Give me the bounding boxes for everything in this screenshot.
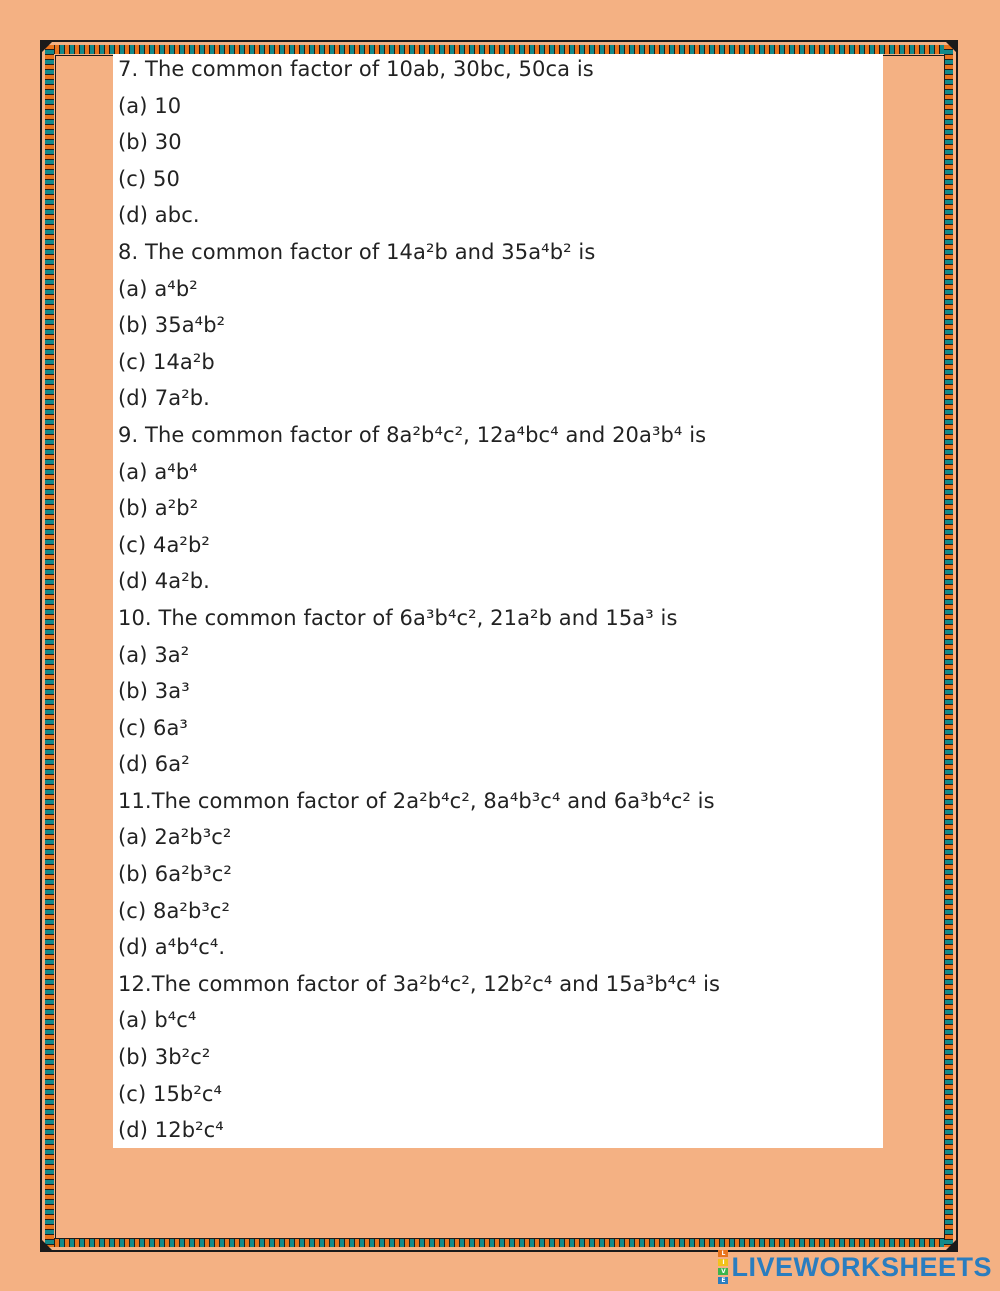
option-12d: (d) 12b²c⁴ xyxy=(118,1118,224,1143)
border-band-bottom xyxy=(45,1238,953,1247)
question-12: 12.The common factor of 3a²b⁴c², 12b²c⁴ and 15a³b⁴c⁴ is xyxy=(118,971,721,996)
option-8c: (c) 14a²b xyxy=(118,349,215,374)
liveworksheets-logo-icon: L I V E xyxy=(718,1249,728,1285)
question-list xyxy=(118,51,720,1149)
brand-name: LIVEWORKSHEETS xyxy=(731,1251,992,1282)
border-band-right xyxy=(944,45,953,1247)
corner-ornament-icon xyxy=(40,40,54,54)
option-11a: (a) 2a²b³c² xyxy=(118,825,232,850)
option-8a: (a) a⁴b² xyxy=(118,276,198,301)
option-7a: (a) 10 xyxy=(118,93,182,118)
question-7: 7. The common factor of 10ab, 30bc, 50ca is xyxy=(118,57,594,81)
option-9d: (d) 4a²b. xyxy=(118,569,210,594)
option-11b: (b) 6a²b³c² xyxy=(118,862,232,887)
question-11: 11.The common factor of 2a²b⁴c², 8a⁴b³c⁴ and 6a³b⁴c² is xyxy=(118,788,715,813)
option-8b: (b) 35a⁴b² xyxy=(118,313,226,338)
option-7d: (d) abc. xyxy=(118,203,200,228)
corner-ornament-icon xyxy=(40,1238,54,1252)
option-12b: (b) 3b²c² xyxy=(118,1045,211,1070)
option-9b: (b) a²b² xyxy=(118,496,199,521)
question-9: 9. The common factor of 8a²b⁴c², 12a⁴bc⁴ and 20a³b⁴ is xyxy=(118,422,707,447)
option-11d: (d) a⁴b⁴c⁴. xyxy=(118,935,226,960)
question-10: 10. The common factor of 6a³b⁴c², 21a²b and 15a³ is xyxy=(118,605,678,630)
option-7c: (c) 50 xyxy=(118,166,180,191)
option-10a: (a) 3a² xyxy=(118,642,190,667)
option-9c: (c) 4a²b² xyxy=(118,532,210,557)
option-12c: (c) 15b²c⁴ xyxy=(118,1081,223,1106)
border-band-left xyxy=(45,45,54,1247)
corner-ornament-icon xyxy=(944,40,958,54)
option-10b: (b) 3a³ xyxy=(118,679,190,704)
option-10c: (c) 6a³ xyxy=(118,715,188,740)
option-7b: (b) 30 xyxy=(118,130,182,155)
liveworksheets-brand[interactable] xyxy=(718,1249,992,1285)
option-11c: (c) 8a²b³c² xyxy=(118,898,231,923)
option-9a: (a) a⁴b⁴ xyxy=(118,459,198,484)
option-12a: (a) b⁴c⁴ xyxy=(118,1008,197,1033)
option-10d: (d) 6a² xyxy=(118,752,190,777)
question-8: 8. The common factor of 14a²b and 35a⁴b² is xyxy=(118,239,596,264)
option-8d: (d) 7a²b. xyxy=(118,386,210,411)
